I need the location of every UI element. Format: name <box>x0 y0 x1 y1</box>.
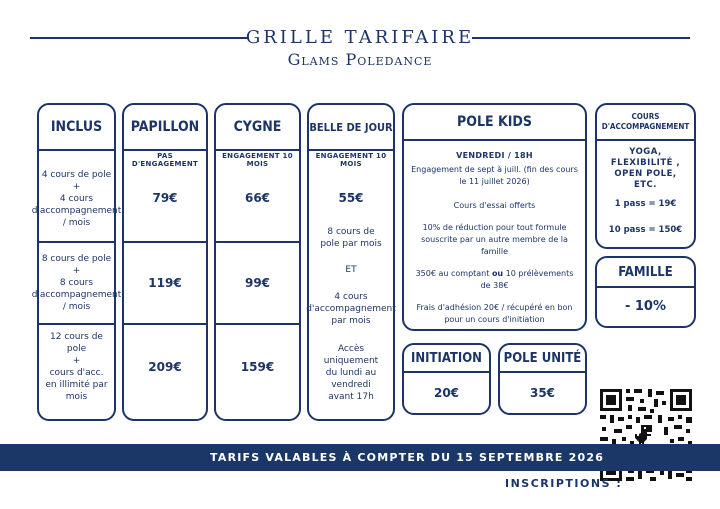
pole-kids-p5: Frais d'adhésion 20€ / récupéré en bon pour un cours d'initiation <box>416 303 573 324</box>
cours-accompagnement-title: COURS D'ACCOMPAGNEMENT <box>601 112 690 131</box>
pole-unite-title: POLE UNITÉ <box>503 350 582 366</box>
belle-de-jour-price: 55€ <box>338 191 364 205</box>
divider <box>309 149 393 151</box>
initiation-title: INITIATION <box>411 350 482 366</box>
page-title: GRILLE TARIFAIRE <box>245 27 475 48</box>
pole-kids-p4-b: ou <box>491 269 504 278</box>
inclus-row-3-text: 12 cours de pole + cours d'acc. en illimité par mois <box>45 332 108 402</box>
pole-unite-price: 35€ <box>529 386 556 400</box>
pole-kids-p4-a: 350€ au comptant <box>415 269 492 278</box>
pole-kids-p2: Cours d'essai offerts <box>453 201 536 210</box>
validity-banner-text: TARIFS VALABLES À COMPTER DU 15 SEPTEMBRE 2026 <box>210 451 605 464</box>
pole-kids-card <box>402 103 587 331</box>
pole-kids-p1: Engagement de sept à juill. (fin des cours le 11 juillet 2026) <box>411 165 578 186</box>
famille-value: - 10% <box>624 298 667 314</box>
pole-kids-p4-text <box>414 268 575 292</box>
divider <box>404 139 585 141</box>
initiation-price: 20€ <box>433 386 460 400</box>
belle-de-jour-card <box>307 103 395 421</box>
cygne-card <box>214 103 301 421</box>
divider <box>597 139 694 141</box>
cygne-engagement: ENGAGEMENT 10 MOIS <box>222 152 293 168</box>
divider <box>216 323 299 325</box>
pole-unite-card <box>498 343 587 415</box>
divider <box>39 241 114 243</box>
cygne-price-3: 159€ <box>240 360 275 374</box>
cygne-price-2: 99€ <box>244 276 271 290</box>
papillon-price-1: 79€ <box>152 191 178 205</box>
papillon-price-2: 119€ <box>148 276 182 290</box>
papillon-card <box>122 103 208 421</box>
validity-banner <box>0 444 720 471</box>
initiation-card <box>402 343 491 415</box>
papillon-price-3: 209€ <box>148 360 182 374</box>
pass-10-price: 10 pass = 150€ <box>608 225 683 235</box>
inclus-row-2 <box>31 245 122 321</box>
pole-kids-title: POLE KIDS <box>457 114 532 130</box>
divider <box>39 323 114 325</box>
cours-accompagnement-desc: YOGA, FLEXIBILITÉ , OPEN POLE, ETC. <box>610 147 681 190</box>
page-subtitle: Glams Poledance <box>287 50 433 69</box>
inclus-row-1 <box>31 157 122 241</box>
cours-accompagnement-card <box>595 103 696 249</box>
cygne-price-1: 66€ <box>244 191 271 205</box>
inclus-title: INCLUS <box>50 119 103 135</box>
belle-de-jour-line-1: 8 cours de pole par mois <box>320 227 382 249</box>
pole-kids-p4 <box>404 267 585 293</box>
belle-de-jour-et: ET <box>345 265 357 275</box>
divider <box>124 149 206 151</box>
papillon-title: PAPILLON <box>130 119 200 135</box>
papillon-engagement: PAS D'ENGAGEMENT <box>131 152 199 168</box>
divider <box>216 149 299 151</box>
divider <box>124 323 206 325</box>
pole-kids-day: VENDREDI / 18H <box>456 150 533 160</box>
belle-de-jour-line-3: Accès uniquement du lundi au vendredi avant 17h <box>323 344 379 402</box>
pole-kids-p3: 10% de réduction pour tout formule souscrite par un autre membre de la famille <box>421 223 568 256</box>
inclus-card <box>31 103 122 421</box>
pole-kids-p4-c: 10 prélèvements de 38€ <box>480 269 574 290</box>
inscriptions-label: INSCRIPTIONS : <box>505 477 623 490</box>
pass-1-price: 1 pass = 19€ <box>614 199 677 209</box>
famille-title: FAMILLE <box>618 264 673 280</box>
divider <box>216 241 299 243</box>
belle-de-jour-engagement: ENGAGEMENT 10 MOIS <box>315 152 387 168</box>
belle-de-jour-line-2: 4 cours d'accompagnement par mois <box>306 292 396 326</box>
inclus-row-1-text: 4 cours de pole + 4 cours d'accompagnement / mois <box>31 170 122 228</box>
famille-card <box>595 256 696 328</box>
divider <box>124 241 206 243</box>
divider <box>39 149 114 151</box>
inclus-row-3 <box>39 327 114 407</box>
belle-de-jour-title: BELLE DE JOUR <box>309 120 393 134</box>
cygne-title: CYGNE <box>233 119 282 135</box>
inclus-row-2-text: 8 cours de pole + 8 cours d'accompagnement / mois <box>31 254 122 312</box>
